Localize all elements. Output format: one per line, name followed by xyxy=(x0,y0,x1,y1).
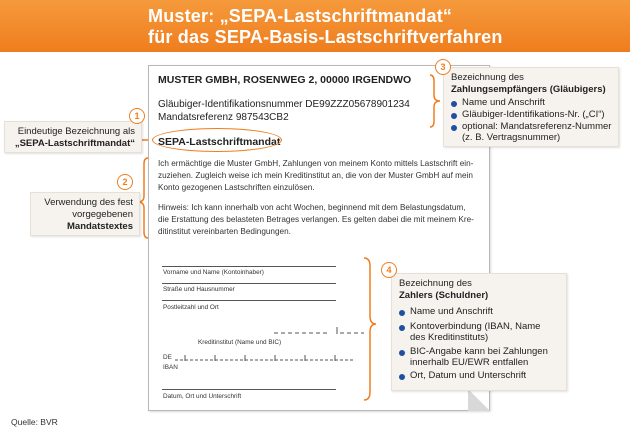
notice-line-3: ditinstitut vereinbarten Bedingungen. xyxy=(158,227,291,236)
field-label-street: Straße und Hausnummer xyxy=(163,286,235,293)
callout-3-item-2: Gläubiger-Identifikations-Nr. („CI“) xyxy=(462,109,605,120)
callout-1-number: 1 xyxy=(129,108,145,124)
company-address: MUSTER GMBH, ROSENWEG 2, 00000 IRGENDWO xyxy=(158,74,412,86)
callout-3-number: 3 xyxy=(435,59,451,75)
mandate-text-line-1: Ich ermächtige die Muster GmbH, Zahlungen von meinem Konto mittels Lastschrift ein- xyxy=(158,159,474,168)
callout-2-number: 2 xyxy=(117,174,133,190)
callout-4-item-3b: innerhalb EU/EWR entfallen xyxy=(410,357,529,368)
callout-4-bullet-2 xyxy=(399,325,405,331)
callout-3-item-3b: (z. B. Vertragsnummer) xyxy=(462,132,561,143)
callout-4-number: 4 xyxy=(381,262,397,278)
callout-2-line-3: Mandatstextes xyxy=(67,221,133,232)
callout-1-line-1: Eindeutige Bezeichnung als xyxy=(17,126,135,137)
callout-1-line-2: „SEPA-Lastschriftmandat“ xyxy=(14,138,135,149)
notice-line-1: Hinweis: Ich kann innerhalb von acht Wochen, beginnend mit dem Belastungsdatum, xyxy=(158,203,466,212)
callout-4-item-4: Ort, Datum und Unterschrift xyxy=(410,370,527,381)
field-label-sign: Datum, Ort und Unterschrift xyxy=(163,393,242,400)
iban-label: IBAN xyxy=(163,364,178,371)
callout-4-line-1: Bezeichnung des xyxy=(399,278,472,289)
callout-4-bullet-1 xyxy=(399,310,405,316)
title-line-2: für das SEPA-Basis-Lastschriftverfahren xyxy=(148,27,503,47)
title-highlight-oval xyxy=(152,128,282,152)
callout-2-line-2: vorgegebenen xyxy=(72,209,133,220)
callout-4 xyxy=(391,273,567,391)
callout-3-item-3a: optional: Mandatsreferenz-Nummer xyxy=(462,121,612,132)
field-label-name: Vorname und Name (Kontoinhaber) xyxy=(163,269,264,276)
creditor-id: Gläubiger-Identifikationsnummer DE99ZZZ05678901234 xyxy=(158,99,410,110)
callout-2 xyxy=(30,192,140,236)
callout-3-bullet-3 xyxy=(451,125,457,131)
callout-4-bullet-3 xyxy=(399,350,405,356)
field-label-zip: Postleitzahl und Ort xyxy=(163,304,219,311)
bracket-3 xyxy=(430,75,440,127)
mandate-text-line-2: zuziehen. Zugleich weise ich mein Kreditinstitut an, die von der Muster GmbH auf mein xyxy=(158,171,473,180)
callout-2-line-1: Verwendung des fest xyxy=(44,197,133,208)
field-label-bank: Kreditinstitut (Name und BIC) xyxy=(198,339,282,346)
source-credit: Quelle: BVR xyxy=(11,417,58,427)
callout-4-item-2b: des Kreditinstituts) xyxy=(410,332,489,343)
callout-1 xyxy=(4,121,142,153)
mandate-title: SEPA-Lastschriftmandat xyxy=(158,136,281,148)
mandate-text-line-3: Konto gezogenen Lastschriften einzulösen. xyxy=(158,183,315,192)
callout-4-item-3a: BIC-Angabe kann bei Zahlungen xyxy=(410,346,548,357)
callout-3-item-1: Name und Anschrift xyxy=(462,97,545,108)
notice-line-2: die Erstattung des belasteten Betrages verlangen. Es gelten dabei die mit meinem Kre- xyxy=(158,215,474,224)
title-line-1: Muster: „SEPA-Lastschriftmandat“ xyxy=(148,6,453,26)
callout-4-item-2a: Kontoverbindung (IBAN, Name xyxy=(410,321,541,332)
callout-3 xyxy=(443,67,619,147)
callout-3-bullet-2 xyxy=(451,113,457,119)
mandate-reference: Mandatsreferenz 987543CB2 xyxy=(158,112,289,123)
callout-3-line-1: Bezeichnung des xyxy=(451,72,524,83)
callout-4-line-2: Zahlers (Schuldner) xyxy=(399,290,489,301)
callout-4-item-1: Name und Anschrift xyxy=(410,306,493,317)
iban-country-code: DE xyxy=(163,354,172,361)
callout-3-bullet-1 xyxy=(451,101,457,107)
callout-3-line-2: Zahlungsempfängers (Gläubigers) xyxy=(451,84,606,95)
bracket-4 xyxy=(364,258,376,400)
callout-4-bullet-4 xyxy=(399,374,405,380)
